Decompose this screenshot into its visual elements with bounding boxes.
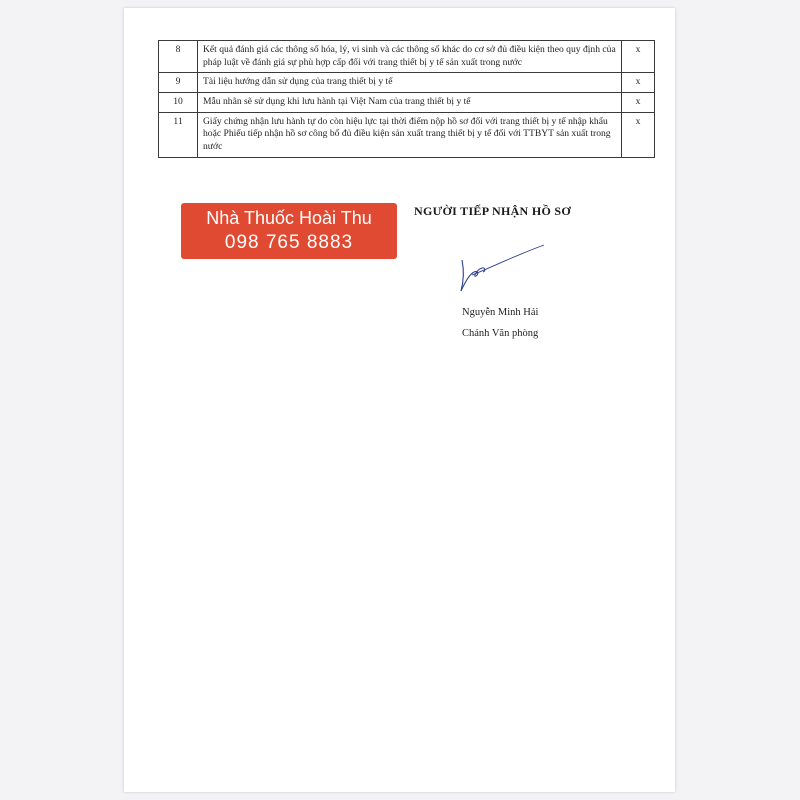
watermark-phone: 098 765 8883: [224, 232, 354, 253]
row-number: 9: [159, 73, 198, 93]
handwritten-signature: [452, 240, 548, 296]
document-checklist-table: [158, 40, 655, 158]
row-check-mark: x: [622, 92, 655, 112]
signer-role: Chánh Văn phòng: [462, 328, 539, 339]
row-number: 10: [159, 92, 198, 112]
table-row: [159, 41, 655, 73]
row-description: Tài liệu hướng dẫn sử dụng của trang thiết bị y tế: [198, 73, 622, 93]
row-description: Kết quả đánh giá các thông số hóa, lý, vi sinh và các thông số khác do cơ sở đủ điều kiện theo quy định của pháp luật về đánh giá sự phù hợp cấp đối với trang thiết bị y tế sản xuất trong nước: [198, 41, 622, 73]
table-row: [159, 92, 655, 112]
signer-name: Nguyễn Minh Hải: [462, 307, 539, 318]
row-check-mark: x: [622, 41, 655, 73]
receiver-title: NGƯỜI TIẾP NHẬN HỒ SƠ: [414, 204, 571, 218]
row-check-mark: x: [622, 73, 655, 93]
row-description: Giấy chứng nhận lưu hành tự do còn hiệu lực tại thời điểm nộp hồ sơ đối với trang thiết bị y tế nhập khẩu hoặc Phiếu tiếp nhận hồ sơ công bố đủ điều kiện sản xuất trang thiết bị y tế đối với TTBYT sản xuất trong nước: [198, 112, 622, 157]
row-number: 11: [159, 112, 198, 157]
table-row: [159, 73, 655, 93]
watermark-shop-name: Nhà Thuốc Hoài Thu: [206, 208, 372, 228]
row-number: 8: [159, 41, 198, 73]
row-check-mark: x: [622, 112, 655, 157]
table-row: [159, 112, 655, 157]
pharmacy-watermark: [181, 203, 397, 259]
row-description: Mẫu nhãn sẽ sử dụng khi lưu hành tại Việt Nam của trang thiết bị y tế: [198, 92, 622, 112]
